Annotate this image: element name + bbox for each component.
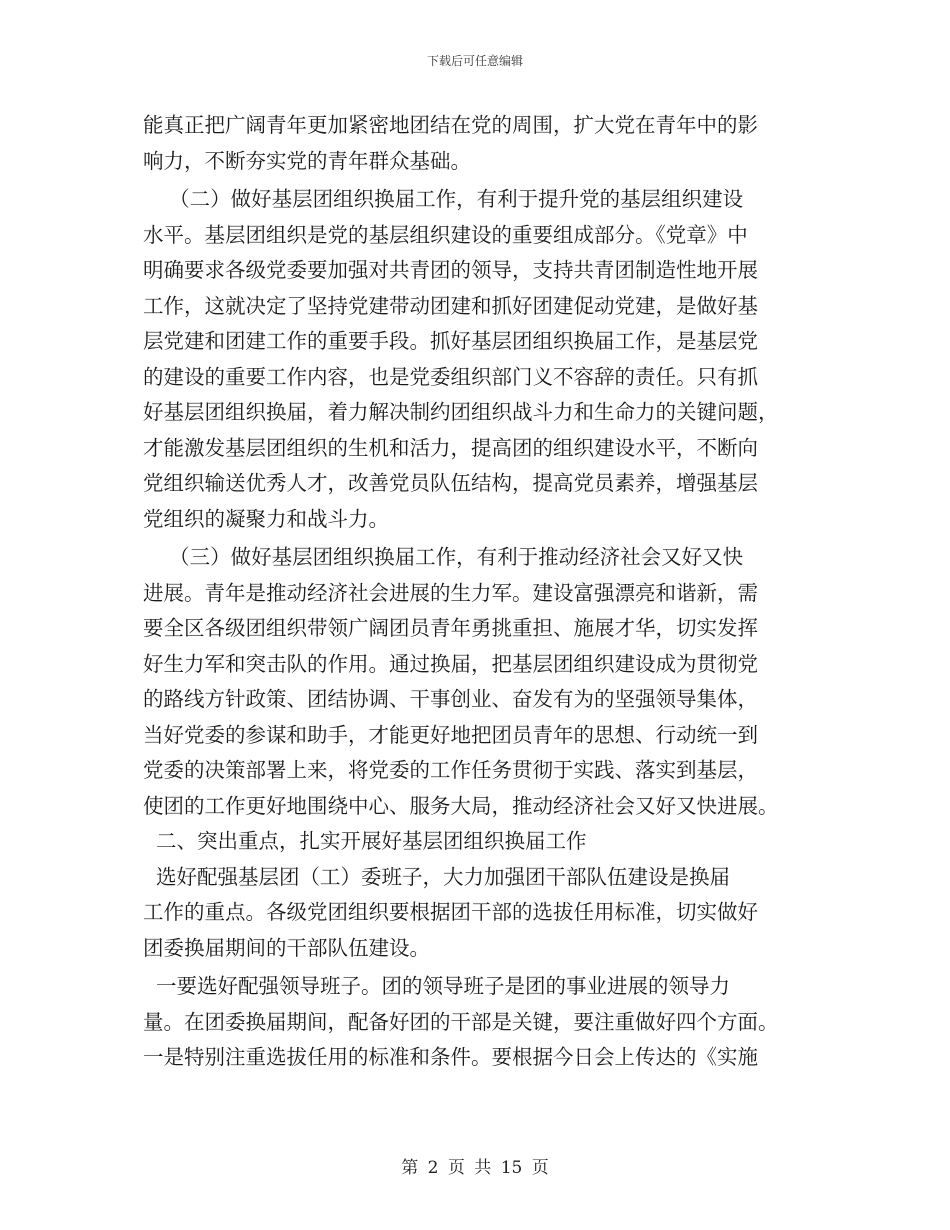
text-line: 的路线方针政策、团结协调、干事创业、奋发有为的坚强领导集体，	[143, 687, 758, 711]
text-line: 党组织输送优秀人才，改善党员队伍结构，提高党员素养，增强基层	[143, 471, 758, 495]
text-line: 层党建和团建工作的重要手段。抓好基层团组织换届工作，是基层党	[143, 329, 758, 353]
section-heading: 二、突出重点，扎实开展好基层团组织换届工作	[143, 829, 587, 853]
text-line: 明确要求各级党委要加强对共青团的领导，支持共青团制造性地开展	[143, 258, 758, 282]
text-line: 一要选好配强领导班子。团的领导班子是团的事业进展的领导力	[143, 974, 731, 998]
text-line: 才能激发基层团组织的生机和活力，提高团的组织建设水平，不断向	[143, 435, 758, 460]
text-line: 工作的重点。各级党团组织要根据团干部的选拔任用标准，切实做好	[143, 900, 758, 924]
text-line: （二）做好基层团组织换届工作，有利于提升党的基层组织建设	[143, 187, 744, 211]
text-line: （三）做好基层团组织换届工作，有利于推动经济社会又好又快	[143, 545, 744, 569]
text-line: 要全区各级团组织带领广阔团员青年勇挑重担、施展才华，切实发挥	[143, 616, 758, 640]
text-line: 党组织的凝聚力和战斗力。	[143, 506, 389, 531]
text-line: 量。在团委换届期间，配备好团的干部是关键，要注重做好四个方面。	[143, 1009, 779, 1034]
text-line: 选好配强基层团（工）委班子，大力加强团干部队伍建设是换届	[143, 864, 731, 889]
text-line: 的建设的重要工作内容，也是党委组织部门义不容辞的责任。只有抓	[143, 364, 758, 389]
text-line: 当好党委的参谋和助手，才能更好地把团员青年的思想、行动统一到	[143, 722, 758, 747]
text-line: 一是特别注重选拔任用的标准和条件。要根据今日会上传达的《实施	[143, 1045, 758, 1069]
text-line: 工作，这就决定了坚持党建带动团建和抓好团建促动党建，是做好基	[143, 293, 758, 318]
text-line: 团委换届期间的干部队伍建设。	[143, 935, 430, 960]
text-line: 使团的工作更好地围绕中心、服务大局，推动经济社会又好又快进展。	[143, 793, 779, 818]
page-header: 下载后可任意编辑	[426, 54, 523, 68]
page-footer: 第 2 页 共 15 页	[401, 1158, 549, 1178]
text-line: 党委的决策部署上来，将党委的工作任务贯彻于实践、落实到基层，	[143, 758, 758, 782]
document-body	[143, 108, 813, 1076]
text-line: 好生力军和突击队的作用。通过换届，把基层团组织建设成为贯彻党	[143, 651, 758, 676]
text-line: 能真正把广阔青年更加紧密地团结在党的周围，扩大党在青年中的影	[143, 113, 758, 137]
text-line: 水平。基层团组织是党的基层组织建设的重要组成部分。《党章》中	[143, 222, 748, 247]
text-line: 进展。青年是推动经济社会进展的生力军。建设富强漂亮和谐新，需	[143, 580, 758, 605]
text-line: 好基层团组织换届，着力解决制约团组织战斗力和生命力的关键问题，	[143, 400, 779, 424]
text-line: 响力，不断夯实党的青年群众基础。	[143, 148, 471, 173]
